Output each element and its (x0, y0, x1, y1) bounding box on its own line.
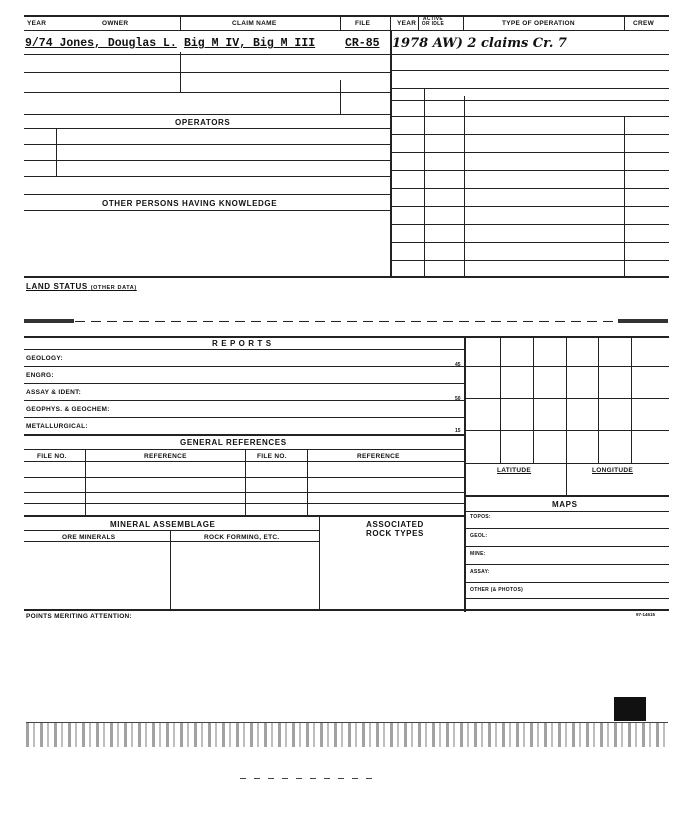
longitude-label: LONGITUDE (592, 467, 633, 474)
grid-line (466, 463, 669, 464)
row-line (392, 260, 669, 261)
reports-engrg: ENGRG: (26, 372, 54, 379)
reports-assay: ASSAY & IDENT: (26, 389, 82, 396)
main-divider (390, 30, 392, 276)
section-border (24, 609, 669, 611)
scan-mark (618, 319, 668, 323)
entry-date-owner: 9/74 Jones, Douglas L. (25, 37, 177, 50)
section-border (24, 276, 669, 278)
scan-artifact (26, 723, 668, 747)
header-owner: OWNER (102, 20, 129, 27)
grid-line (500, 336, 501, 463)
row-line (24, 449, 464, 450)
latitude-label: LATITUDE (497, 467, 532, 474)
row-line (24, 92, 390, 93)
row-line (392, 116, 669, 117)
row-line (24, 128, 390, 129)
col-divider (319, 515, 320, 609)
maps-other: OTHER (& PHOTOS) (470, 587, 524, 593)
reports-geophys: GEOPHYS. & GEOCHEM: (26, 406, 110, 413)
row-line (24, 176, 390, 177)
land-status-label: LAND STATUS (OTHER DATA) (26, 282, 137, 291)
maps-geol: GEOL: (470, 533, 488, 539)
header-type-of-operation: TYPE OF OPERATION (502, 20, 575, 27)
grid-line (631, 336, 632, 463)
maps-mine: MINE: (470, 551, 486, 557)
row-line (466, 546, 669, 547)
row-line (24, 210, 390, 211)
entry-file: CR-85 (345, 37, 380, 50)
grid-divider (464, 336, 466, 612)
form-number: 97-14615 (636, 612, 656, 617)
maps-heading: MAPS (552, 500, 578, 509)
row-line (392, 224, 669, 225)
row-line (24, 541, 319, 542)
section-border (24, 336, 669, 338)
scan-artifact (26, 722, 668, 723)
points-meriting-label: POINTS MERITING ATTENTION: (26, 613, 133, 620)
margin-number: 50 (455, 396, 461, 402)
entry-handwritten: 1978 AW) 2 claims Cr. 7 (392, 36, 567, 51)
reports-heading: R E P O R T S (212, 339, 272, 348)
row-line (24, 530, 319, 531)
refs-col-file-no-2: FILE NO. (257, 453, 287, 460)
header-claim-name: CLAIM NAME (232, 20, 277, 27)
row-line (392, 134, 669, 135)
row-line (466, 564, 669, 565)
top-border (24, 15, 669, 17)
row-line (24, 72, 390, 73)
maps-assay: ASSAY: (470, 569, 490, 575)
dashed-line (75, 321, 620, 322)
margin-number: 45 (455, 362, 461, 368)
grid-line (466, 366, 669, 367)
reports-geology: GEOLOGY: (26, 355, 63, 362)
row-line (24, 400, 464, 401)
col-divider (624, 116, 625, 276)
row-line (392, 70, 669, 71)
mineral-assemblage-heading: MINERAL ASSEMBLAGE (110, 520, 216, 529)
other-persons-heading: OTHER PERSONS HAVING KNOWLEDGE (102, 199, 278, 208)
col-divider (624, 15, 625, 30)
row-line (24, 114, 390, 115)
row-line (24, 160, 390, 161)
grid-line (466, 398, 669, 399)
col-divider (307, 449, 308, 515)
row-line (466, 582, 669, 583)
margin-number: 15 (455, 428, 461, 434)
row-line (24, 503, 464, 504)
col-divider (340, 80, 341, 114)
row-line (466, 598, 669, 599)
row-line (392, 188, 669, 189)
row-line (24, 492, 464, 493)
row-line (24, 366, 464, 367)
header-file: FILE (355, 20, 371, 27)
col-divider (418, 15, 419, 30)
grid-line (466, 430, 669, 431)
section-border (24, 515, 464, 517)
col-divider (170, 530, 171, 609)
row-line (392, 100, 669, 101)
row-line (392, 152, 669, 153)
col-divider (340, 15, 341, 30)
section-border (24, 434, 464, 436)
row-line (466, 528, 669, 529)
row-line (24, 349, 464, 350)
row-line (392, 242, 669, 243)
header-bottom-border (24, 30, 669, 31)
row-line (24, 417, 464, 418)
maps-topos: TOPOS: (470, 514, 491, 520)
row-line (24, 477, 464, 478)
header-year-2: YEAR (397, 20, 417, 27)
row-line (392, 206, 669, 207)
row-line (24, 461, 464, 462)
col-divider (464, 96, 465, 276)
mineral-col-rock-forming: ROCK FORMING, ETC. (204, 534, 280, 541)
row-line (466, 511, 669, 512)
reports-metallurgical: METALLURGICAL: (26, 423, 88, 430)
col-divider (180, 15, 181, 30)
col-divider (85, 449, 86, 515)
associated-rock-types-heading: ASSOCIATED ROCK TYPES (365, 520, 424, 538)
entry-claim-name: Big M IV, Big M III (184, 37, 316, 50)
operators-heading: OPERATORS (175, 118, 231, 127)
grid-line (533, 336, 534, 463)
row-line (392, 54, 669, 55)
refs-col-file-no: FILE NO. (37, 453, 67, 460)
general-references-heading: GENERAL REFERENCES (180, 438, 287, 447)
col-divider (463, 15, 464, 30)
row-line (24, 144, 390, 145)
scan-mark (24, 319, 74, 323)
row-line (24, 54, 390, 55)
row-line (392, 170, 669, 171)
refs-col-reference: REFERENCE (144, 453, 187, 460)
refs-col-reference-2: REFERENCE (357, 453, 400, 460)
grid-line (598, 336, 599, 463)
header-active-or-idle: ACTIVE OR IDLE (421, 16, 445, 27)
row-line (24, 383, 464, 384)
scan-artifact (240, 778, 380, 779)
grid-line (566, 336, 567, 495)
row-line (24, 194, 390, 195)
mineral-col-ore: ORE MINERALS (62, 534, 116, 541)
header-year: YEAR (27, 20, 47, 27)
row-line (392, 88, 669, 89)
section-border (466, 495, 669, 497)
col-divider (390, 15, 391, 30)
col-divider (245, 449, 246, 515)
header-crew: CREW (633, 20, 655, 27)
scan-artifact (614, 697, 646, 721)
col-divider (56, 128, 57, 176)
